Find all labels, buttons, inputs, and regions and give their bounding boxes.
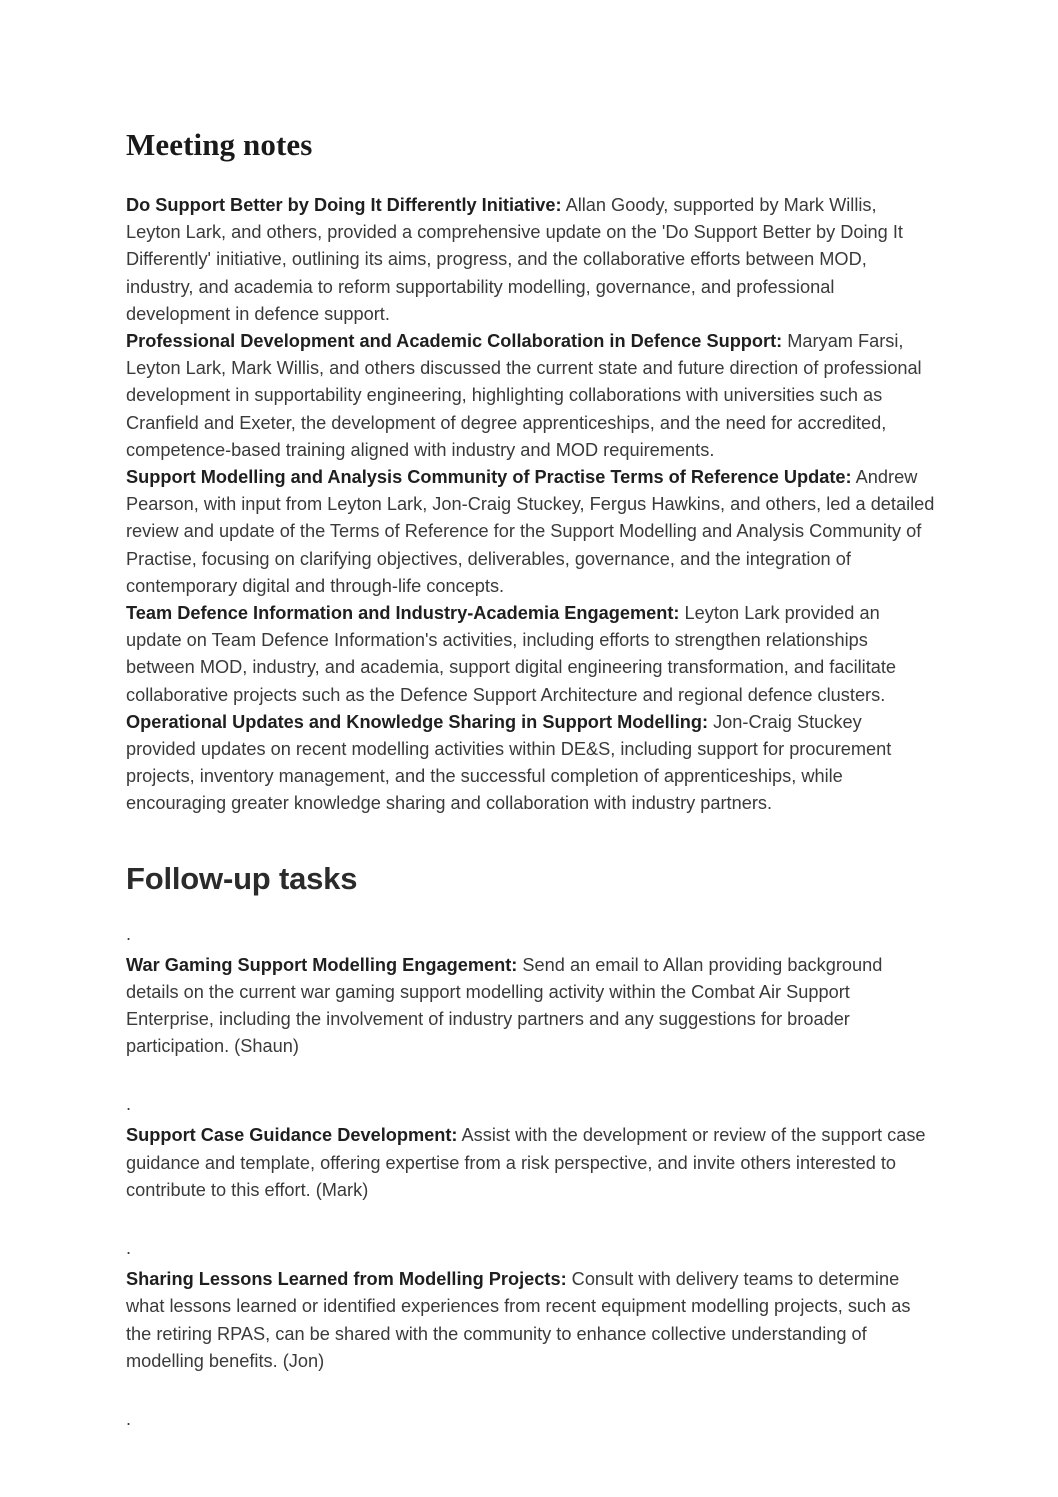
bullet-marker-icon: . xyxy=(126,1094,132,1115)
task-content xyxy=(126,1266,935,1375)
section-title-follow-up-tasks: Follow-up tasks xyxy=(126,860,358,896)
task-list-item xyxy=(126,1238,935,1375)
task-lead: Sharing Lessons Learned from Modelling Projects: xyxy=(126,1269,567,1290)
note-text: Leyton Lark provided an update on Team Defence Information's activities, including efforts to strengthen relationships between MOD, industry, and academia, support digital engineering transformation, and facilitate collaborative projects such as the Defence Support Architecture and regional defence clusters. xyxy=(126,603,897,705)
task-content xyxy=(126,1122,935,1204)
note-lead: Operational Updates and Knowledge Sharing in Support Modelling: xyxy=(126,711,709,732)
task-list-item-empty xyxy=(126,1409,935,1429)
note-paragraph xyxy=(126,328,935,464)
bullet-marker-icon: . xyxy=(126,1408,132,1429)
note-paragraph xyxy=(126,192,935,328)
note-text: Allan Goody, supported by Mark Willis, Leyton Lark, and others, provided a comprehensive update on the 'Do Support Better by Doing It Differently' initiative, outlining its aims, progress, and the collaborative efforts between MOD, industry, and academia to reform supportability modelling, governance, and professional development in defence support. xyxy=(126,195,903,324)
note-lead: Support Modelling and Analysis Community of Practise Terms of Reference Update: xyxy=(126,467,852,488)
note-lead: Professional Development and Academic Collaboration in Defence Support: xyxy=(126,331,783,352)
note-paragraph xyxy=(126,709,935,818)
task-content xyxy=(126,952,935,1061)
page-title: Meeting notes xyxy=(126,127,313,162)
task-body: Assist with the development or review of the support case guidance and template, offering expertise from a risk perspective, and invite others interested to contribute to this effort. (Mark) xyxy=(126,1125,926,1200)
task-body: Consult with delivery teams to determine what lessons learned or identified experiences from recent equipment modelling projects, such as the retiring RPAS, can be shared with the community to enhance collective understanding of modelling benefits. (Jon) xyxy=(126,1269,911,1371)
meeting-notes-body xyxy=(126,192,935,818)
task-lead: Support Case Guidance Development: xyxy=(126,1125,458,1146)
bullet-marker-icon: . xyxy=(126,1238,132,1259)
note-lead: Team Defence Information and Industry-Academia Engagement: xyxy=(126,603,680,624)
note-paragraph xyxy=(126,600,935,709)
note-text: Maryam Farsi, Leyton Lark, Mark Willis, and others discussed the current state and future direction of professional development in supportability engineering, highlighting collaborations with universities such as Cranfield and Exeter, the development of degree apprenticeships, and the need for accredited, competence-based training aligned with industry and MOD requirements. xyxy=(126,331,922,460)
note-text: Andrew Pearson, with input from Leyton Lark, Jon-Craig Stuckey, Fergus Hawkins, and others, led a detailed review and update of the Terms of Reference for the Support Modelling and Analysis Community of Practise, focusing on clarifying objectives, deliverables, governance, and the integration of contemporary digital and through-life concepts. xyxy=(126,467,935,596)
note-text: Jon-Craig Stuckey provided updates on recent modelling activities within DE&S, including support for procurement projects, inventory management, and the successful completion of apprenticeships, while encouraging greater knowledge sharing and collaboration with industry partners. xyxy=(126,711,892,814)
bullet-marker-icon: . xyxy=(126,923,132,944)
task-lead: War Gaming Support Modelling Engagement: xyxy=(126,954,518,975)
follow-up-task-list xyxy=(126,924,935,1429)
task-body: Send an email to Allan providing background details on the current war gaming support modelling activity within the Combat Air Support Enterprise, including the involvement of industry partners and any suggestions for broader participation. (Shaun) xyxy=(126,954,883,1057)
note-lead: Do Support Better by Doing It Differently Initiative: xyxy=(126,195,562,215)
task-list-item xyxy=(126,1094,935,1204)
task-list-item xyxy=(126,924,935,1061)
note-paragraph xyxy=(126,464,935,600)
